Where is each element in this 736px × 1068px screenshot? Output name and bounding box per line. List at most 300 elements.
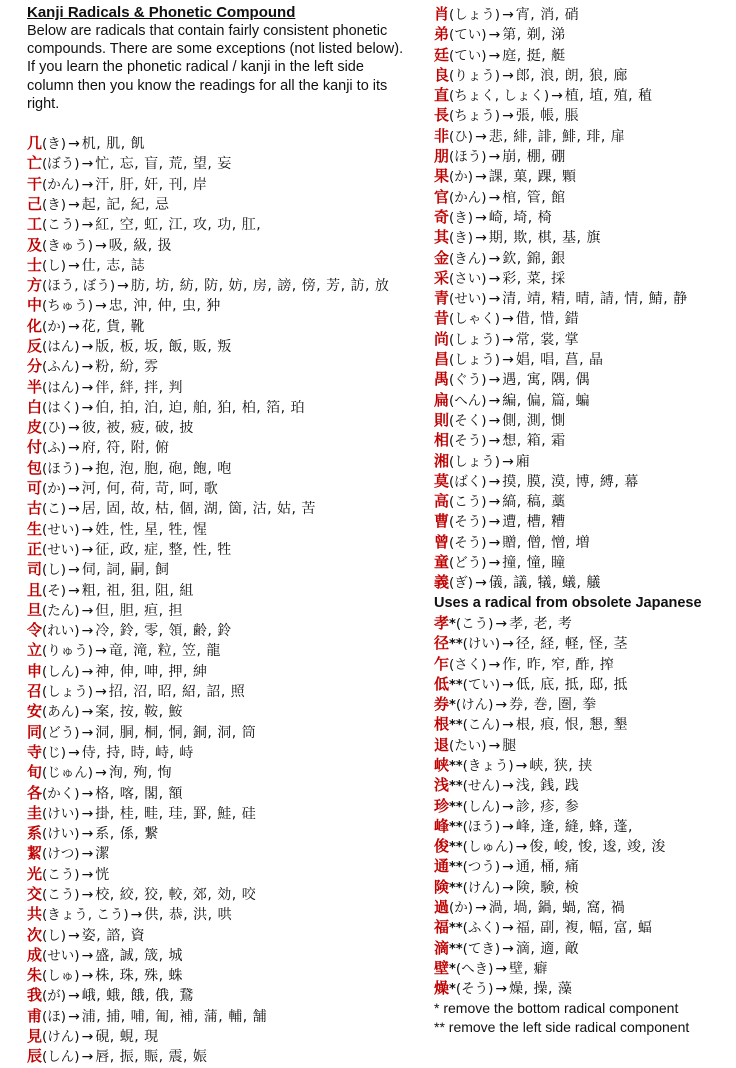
compound-kanji-list: 潔: [95, 846, 110, 863]
radical-reading: (そう): [449, 534, 487, 551]
compound-kanji-list: 招, 沼, 昭, 紹, 詔, 照: [108, 684, 246, 701]
arrow: →: [68, 744, 80, 761]
arrow: →: [81, 541, 94, 558]
compound-kanji-list: 摸, 膜, 漠, 博, 縛, 幕: [502, 473, 639, 490]
arrow: →: [488, 412, 501, 429]
arrow: →: [81, 785, 94, 802]
radical-kanji: 生: [27, 519, 43, 538]
compound-kanji-list: 府, 符, 附, 俯: [81, 440, 170, 457]
radical-row: [434, 390, 734, 410]
radical-reading: (はく): [42, 399, 80, 416]
radical-reading: (けい): [42, 805, 80, 822]
arrow: →: [81, 1049, 94, 1066]
radical-kanji: 浅: [434, 776, 450, 795]
radical-reading: (ほう): [462, 818, 501, 835]
radical-row: [434, 65, 734, 85]
compound-kanji-list: 株, 珠, 殊, 蛛: [95, 968, 183, 985]
radical-row: [434, 978, 734, 998]
radical-row: [434, 532, 734, 552]
radical-kanji: 且: [27, 580, 43, 599]
arrow: →: [81, 359, 94, 376]
arrow: →: [502, 920, 514, 937]
arrow: →: [68, 1008, 80, 1025]
arrow: →: [488, 737, 501, 754]
arrow: →: [488, 494, 501, 511]
radical-kanji: 直: [434, 86, 450, 105]
radical-row: [27, 397, 422, 417]
compound-kanji-list: 粗, 祖, 狙, 阻, 組: [81, 582, 194, 599]
radical-row: [27, 174, 422, 194]
radical-kanji: 共: [27, 905, 43, 924]
radical-kanji: 莫: [434, 471, 450, 490]
radical-row: [434, 552, 734, 572]
radical-reading: (ぎ): [449, 575, 474, 592]
radical-row: [27, 356, 422, 376]
page-title: Kanji Radicals & Phonetic Compound: [27, 4, 296, 21]
radical-row: [434, 349, 734, 369]
radical-kanji: 其: [434, 228, 450, 247]
arrow: →: [81, 1029, 94, 1046]
radical-row: [27, 133, 422, 153]
radical-kanji: 士: [27, 255, 43, 274]
radical-reading: (けい): [42, 826, 80, 843]
arrow: →: [488, 291, 501, 308]
radical-kanji: 司: [27, 560, 43, 579]
radical-reading: (てい): [449, 27, 487, 44]
radical-kanji: 険: [434, 877, 450, 896]
radical-row: [27, 823, 422, 843]
radical-reading: (たい): [449, 737, 487, 754]
radical-kanji: 正: [27, 539, 43, 558]
radical-reading: (せい): [42, 541, 80, 558]
radical-reading: (ぐう): [449, 372, 487, 389]
radical-reading: (か): [42, 318, 67, 335]
radical-row: [27, 1006, 422, 1026]
radical-row: [27, 884, 422, 904]
radical-row: [27, 559, 422, 579]
compound-kanji-list: 作, 昨, 窄, 酢, 搾: [502, 656, 615, 673]
radical-kanji: 義: [434, 573, 450, 592]
arrow: →: [68, 988, 80, 1005]
radical-row: [434, 938, 734, 958]
exception-marker: *: [449, 616, 456, 632]
radical-reading: (か): [449, 169, 474, 186]
radical-row: [434, 511, 734, 531]
exception-marker: **: [449, 779, 463, 795]
radical-kanji: 峡: [434, 755, 450, 774]
radical-reading: (か): [449, 900, 474, 917]
arrow: →: [81, 521, 94, 538]
arrow: →: [488, 250, 501, 267]
exception-marker: **: [449, 718, 463, 734]
radical-kanji: 絜: [27, 844, 43, 863]
radical-reading: (へん): [449, 392, 487, 409]
compound-kanji-list: 腿: [502, 737, 517, 754]
radical-kanji: 我: [27, 986, 43, 1005]
radical-kanji: 金: [434, 248, 450, 267]
compound-kanji-list: 期, 欺, 棋, 基, 旗: [488, 230, 601, 247]
radical-row: [27, 295, 422, 315]
compound-kanji-list: 側, 測, 惻: [502, 412, 566, 429]
radical-reading: (せん): [462, 778, 501, 795]
compound-kanji-list: 吸, 級, 扱: [108, 237, 173, 254]
radical-reading: (かん): [42, 176, 80, 193]
arrow: →: [488, 149, 501, 166]
spacer: [27, 113, 422, 133]
radical-row: [27, 478, 422, 498]
arrow: →: [81, 602, 94, 619]
arrow: →: [488, 47, 501, 64]
exception-marker: **: [449, 637, 463, 653]
arrow: →: [81, 460, 94, 477]
radical-kanji: 分: [27, 357, 43, 376]
arrow: →: [81, 176, 94, 193]
left-radical-list: [27, 133, 422, 1067]
compound-kanji-list: 神, 伸, 呻, 押, 紳: [95, 663, 208, 680]
arrow: →: [502, 311, 514, 328]
radical-reading: (はん): [42, 379, 80, 396]
compound-kanji-list: 盛, 誠, 筬, 城: [95, 947, 183, 964]
exception-marker: **: [449, 819, 463, 835]
arrow: →: [95, 643, 107, 660]
intro-paragraph: Below are radicals that contain fairly consistent phonetic compounds. There are some exceptions (not listed below). If you learn the phonetic radical / kanji in the left side column then you know the readings for all the kanji to its right.: [27, 23, 404, 112]
compound-kanji-list: 縞, 稿, 藁: [502, 494, 566, 511]
arrow: →: [488, 534, 501, 551]
radical-reading: (こう): [455, 615, 494, 632]
arrow: →: [502, 818, 514, 835]
radical-reading: (そ): [42, 582, 67, 599]
right-column: [434, 4, 734, 1037]
radical-reading: (ぼう): [42, 156, 80, 173]
arrow: →: [502, 940, 514, 957]
radical-row: [434, 451, 734, 471]
radical-kanji: 退: [434, 735, 450, 754]
arrow: →: [515, 839, 528, 856]
radical-row: [27, 783, 422, 803]
arrow: →: [68, 582, 80, 599]
exception-marker: **: [449, 799, 463, 815]
arrow: →: [495, 981, 508, 998]
radical-reading: (し): [42, 562, 67, 579]
radical-reading: (しゅ): [42, 968, 80, 985]
radical-kanji: 根: [434, 715, 450, 734]
radical-row: [434, 694, 734, 714]
compound-kanji-list: 花, 貨, 靴: [81, 318, 146, 335]
arrow: →: [68, 257, 80, 274]
radical-reading: (どう): [449, 555, 487, 572]
compound-kanji-list: 燥, 操, 藻: [509, 981, 573, 998]
radical-kanji: 同: [27, 722, 43, 741]
radical-kanji: 券: [434, 695, 450, 714]
radical-kanji: 白: [27, 397, 43, 416]
radical-reading: (き): [449, 209, 474, 226]
arrow: →: [502, 879, 514, 896]
radical-kanji: 相: [434, 431, 450, 450]
radical-row: [434, 572, 734, 592]
compound-kanji-list: 抱, 泡, 胞, 砲, 飽, 咆: [95, 460, 232, 477]
arrow: →: [502, 778, 514, 795]
radical-row: [27, 458, 422, 478]
compound-kanji-list: 孝, 老, 考: [509, 615, 573, 632]
radical-kanji: 則: [434, 410, 450, 429]
arrow: →: [502, 717, 514, 734]
radical-kanji: 光: [27, 864, 43, 883]
arrow: →: [81, 338, 94, 355]
radical-kanji: 可: [27, 479, 43, 498]
radical-kanji: 成: [27, 945, 43, 964]
radical-kanji: 高: [434, 492, 450, 511]
radical-row: [434, 105, 734, 125]
radical-reading: (ほう): [42, 460, 80, 477]
compound-kanji-list: 紅, 空, 虹, 江, 攻, 功, 肛,: [95, 217, 262, 234]
compound-kanji-list: 娼, 唱, 菖, 晶: [515, 352, 604, 369]
compound-kanji-list: 伺, 詞, 嗣, 飼: [81, 562, 170, 579]
radical-kanji: 俊: [434, 837, 450, 856]
arrow: →: [495, 615, 508, 632]
exception-marker: *: [449, 961, 456, 977]
radical-reading: (そく): [449, 412, 487, 429]
radical-kanji: 尚: [434, 329, 450, 348]
radical-kanji: 果: [434, 167, 450, 186]
radical-kanji: 壁: [434, 958, 450, 977]
radical-row: [434, 126, 734, 146]
arrow: →: [81, 866, 94, 883]
radical-kanji: 乍: [434, 654, 450, 673]
obsolete-heading: Uses a radical from obsolete Japanese: [434, 594, 702, 611]
compound-kanji-list: 恍: [95, 866, 110, 883]
radical-row: [27, 255, 422, 275]
radical-kanji: 非: [434, 126, 450, 145]
radical-kanji: 亡: [27, 154, 43, 173]
compound-kanji-list: 峡, 狭, 挟: [529, 757, 593, 774]
radical-row: [27, 640, 422, 660]
radical-row: [434, 856, 734, 876]
compound-kanji-list: 通, 桶, 痛: [515, 859, 580, 876]
exception-marker: *: [449, 982, 456, 998]
compound-kanji-list: 清, 靖, 精, 晴, 請, 情, 鯖, 静: [502, 291, 688, 308]
radical-kanji: 圭: [27, 803, 43, 822]
compound-kanji-list: 洞, 胴, 桐, 恫, 銅, 洞, 筒: [95, 724, 257, 741]
radical-kanji: 低: [434, 674, 450, 693]
radical-kanji: 中: [27, 296, 43, 315]
arrow: →: [95, 765, 107, 782]
radical-row: [434, 755, 734, 775]
arrow: →: [68, 481, 80, 498]
radical-kanji: 弟: [434, 25, 450, 44]
radical-row: [27, 417, 422, 437]
radical-reading: (し): [42, 927, 67, 944]
radical-reading: (が): [42, 988, 67, 1005]
radical-row: [434, 917, 734, 937]
radical-reading: (しょう): [449, 352, 501, 369]
radical-row: [434, 633, 734, 653]
radical-row: [27, 437, 422, 457]
radical-row: [434, 146, 734, 166]
radical-kanji: 付: [27, 438, 43, 457]
radical-kanji: 方: [27, 276, 43, 295]
radical-reading: (へき): [455, 960, 494, 977]
exception-marker: **: [449, 941, 463, 957]
arrow: →: [81, 805, 94, 822]
exception-marker: **: [449, 921, 463, 937]
compound-kanji-list: 但, 胆, 疸, 担: [95, 602, 183, 619]
compound-kanji-list: 遇, 寓, 隅, 偶: [502, 372, 590, 389]
radical-reading: (しょう): [42, 684, 94, 701]
radical-row: [434, 654, 734, 674]
radical-reading: (けん): [42, 1029, 80, 1046]
radical-row: [27, 498, 422, 518]
radical-row: [434, 45, 734, 65]
arrow: →: [117, 278, 129, 295]
radical-row: [434, 471, 734, 491]
compound-kanji-list: 仕, 志, 誌: [81, 257, 146, 274]
radical-row: [434, 430, 734, 450]
radical-reading: (けん): [462, 879, 501, 896]
radical-reading: (こう): [42, 866, 80, 883]
arrow: →: [130, 907, 143, 924]
compound-kanji-list: 借, 惜, 錯: [515, 311, 580, 328]
radical-kanji: 几: [27, 134, 43, 153]
arrow: →: [475, 900, 487, 917]
compound-kanji-list: 姿, 諮, 資: [81, 927, 146, 944]
radical-kanji: 寺: [27, 742, 43, 761]
radical-kanji: 古: [27, 499, 43, 518]
radical-row: [27, 580, 422, 600]
compound-kanji-list: 粉, 紛, 雰: [95, 359, 159, 376]
radical-kanji: 峰: [434, 816, 450, 835]
arrow: →: [475, 230, 487, 247]
arrow: →: [95, 237, 107, 254]
radical-reading: (ちゅう): [42, 298, 94, 315]
radical-kanji: 反: [27, 336, 43, 355]
radical-kanji: 皮: [27, 418, 43, 437]
radical-kanji: 甫: [27, 1006, 43, 1025]
compound-kanji-list: 診, 疹, 参: [515, 798, 580, 815]
arrow: →: [68, 927, 80, 944]
arrow: →: [488, 555, 501, 572]
radical-kanji: 昔: [434, 309, 450, 328]
radical-row: [27, 1026, 422, 1046]
radical-kanji: 曹: [434, 512, 450, 531]
radical-kanji: 采: [434, 268, 450, 287]
radical-kanji: 過: [434, 898, 450, 917]
compound-kanji-list: 渦, 堝, 鍋, 蝸, 窩, 禍: [488, 900, 626, 917]
radical-row: [27, 864, 422, 884]
compound-kanji-list: 机, 肌, 飢: [81, 136, 146, 153]
radical-kanji: 良: [434, 65, 450, 84]
compound-kanji-list: 課, 菓, 踝, 顆: [488, 169, 577, 186]
compound-kanji-list: 峨, 蛾, 餓, 俄, 鵞: [81, 988, 194, 1005]
arrow: →: [488, 433, 501, 450]
compound-kanji-list: 峰, 逢, 縫, 蜂, 蓬,: [515, 818, 633, 835]
radical-kanji: 申: [27, 661, 43, 680]
compound-kanji-list: 遭, 槽, 糟: [502, 514, 566, 531]
radical-kanji: 孝: [434, 613, 450, 632]
compound-kanji-list: 常, 裳, 掌: [515, 331, 580, 348]
arrow: →: [502, 859, 514, 876]
radical-kanji: 干: [27, 174, 43, 193]
arrow: →: [502, 636, 514, 653]
radical-reading: (し): [42, 257, 67, 274]
radical-row: [27, 275, 422, 295]
note-double-star: ** remove the left side radical component: [434, 1018, 690, 1035]
radical-reading: (ちょく, しょく): [449, 88, 550, 105]
compound-kanji-list: 滴, 適, 敵: [515, 940, 580, 957]
radical-kanji: 昌: [434, 350, 450, 369]
compound-kanji-list: 壁, 癖: [509, 960, 549, 977]
arrow: →: [81, 887, 94, 903]
radical-kanji: 長: [434, 106, 450, 125]
radical-reading: (ひ): [449, 128, 474, 145]
compound-kanji-list: 格, 喀, 閣, 額: [95, 785, 183, 802]
compound-kanji-list: 宵, 消, 硝: [515, 7, 580, 23]
arrow: →: [488, 189, 501, 206]
compound-kanji-list: 版, 板, 坂, 飯, 販, 叛: [95, 338, 232, 355]
radical-row: [27, 945, 422, 965]
radical-row: [27, 235, 422, 255]
radical-row: [434, 85, 734, 105]
radical-reading: (てい): [462, 676, 501, 693]
compound-kanji-list: 俊, 峻, 悛, 逡, 竣, 浚: [529, 839, 666, 856]
arrow: →: [81, 724, 94, 741]
radical-row: [434, 836, 734, 856]
compound-kanji-list: 伯, 拍, 泊, 迫, 舶, 狛, 柏, 箔, 珀: [95, 399, 305, 416]
compound-kanji-list: 案, 按, 鞍, 鮟: [95, 704, 183, 721]
radical-reading: (しん): [42, 663, 80, 680]
radical-row: [434, 735, 734, 755]
compound-kanji-list: 冷, 鈴, 零, 領, 齢, 鈴: [95, 623, 232, 640]
radical-kanji: 朱: [27, 966, 43, 985]
compound-kanji-list: 姓, 性, 星, 牲, 惺: [95, 521, 208, 538]
arrow: →: [81, 217, 94, 234]
radical-reading: (ひ): [42, 420, 67, 437]
radical-row: [27, 762, 422, 782]
radical-reading: (き): [449, 230, 474, 247]
radical-row: [434, 4, 734, 24]
radical-reading: (たん): [42, 602, 80, 619]
radical-reading: (しゃく): [449, 311, 501, 328]
radical-reading: (あん): [42, 704, 80, 721]
arrow: →: [81, 947, 94, 964]
compound-kanji-list: 征, 政, 症, 整, 性, 牲: [95, 541, 232, 558]
radical-row: [27, 742, 422, 762]
arrow: →: [68, 562, 80, 579]
arrow: →: [495, 697, 508, 714]
compound-kanji-list: 崩, 棚, 硼: [502, 149, 566, 166]
radical-kanji: 青: [434, 289, 450, 308]
radical-reading: (けい): [462, 636, 501, 653]
radical-reading: (てき): [462, 940, 501, 957]
radical-reading: (ふ): [42, 440, 67, 457]
radical-reading: (じゅん): [42, 765, 94, 782]
radical-reading: (けん): [455, 697, 494, 714]
radical-reading: (き): [42, 136, 67, 153]
radical-row: [434, 796, 734, 816]
arrow: →: [81, 399, 94, 416]
radical-kanji: 旦: [27, 600, 43, 619]
radical-row: [27, 194, 422, 214]
exception-marker: *: [449, 698, 456, 714]
arrow: →: [475, 128, 487, 145]
radical-row: [27, 214, 422, 234]
compound-kanji-list: 汗, 肝, 奸, 刊, 岸: [95, 176, 208, 193]
radical-row: [27, 316, 422, 336]
compound-kanji-list: 硯, 蜆, 現: [95, 1029, 159, 1046]
radical-reading: (きょう, こう): [42, 907, 129, 924]
compound-kanji-list: 低, 底, 抵, 邸, 抵: [515, 676, 629, 693]
arrow: →: [475, 575, 487, 592]
radical-reading: (しょう): [449, 453, 501, 470]
